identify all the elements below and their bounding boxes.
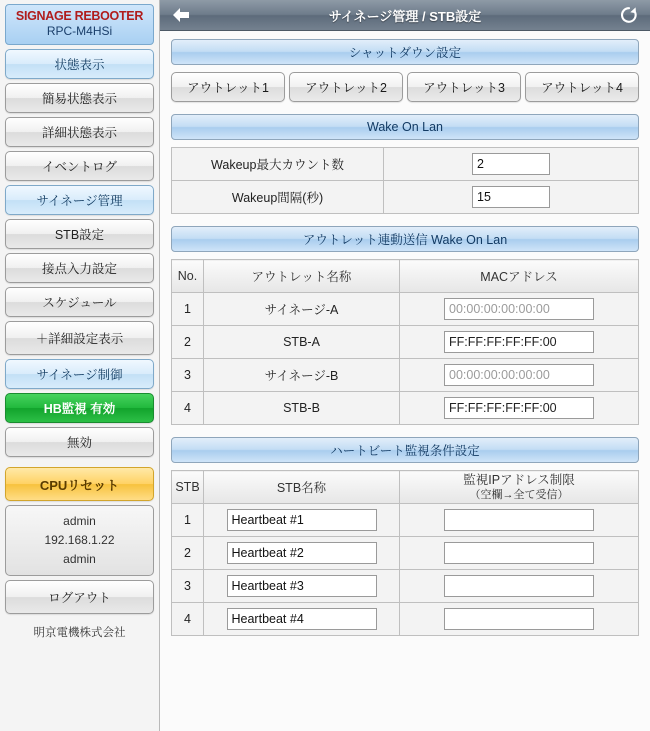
user-info-box [5, 505, 154, 576]
user-ip: 192.168.1.22 [44, 533, 115, 547]
cpu-reset-button[interactable]: CPUリセット [5, 467, 154, 501]
top-bar [160, 0, 650, 31]
mac-cell-1 [400, 293, 639, 326]
wol-count-label: Wakeup最大カウント数 [172, 148, 384, 181]
heartbeat-table [171, 470, 639, 636]
outlet-name-4: STB-B [204, 392, 400, 425]
outlet-button-3[interactable]: アウトレット3 [407, 72, 521, 102]
sidebar-item-hb-disabled[interactable]: 無効 [5, 427, 154, 457]
mac-input-3[interactable] [444, 364, 594, 386]
logout-button[interactable]: ログアウト [5, 580, 154, 614]
sidebar-item-schedule[interactable]: スケジュール [5, 287, 154, 317]
table-row [172, 603, 639, 636]
table-row [172, 392, 639, 425]
table-row [172, 570, 639, 603]
hb-row-no-3: 3 [172, 570, 204, 603]
table-header-row [172, 471, 639, 504]
hb-row-no-2: 2 [172, 537, 204, 570]
sidebar [0, 0, 160, 731]
brand-title: SIGNAGE REBOOTER [15, 9, 144, 23]
wakeup-interval-input[interactable] [472, 186, 550, 208]
hb-ip-cell-3 [400, 570, 639, 603]
table-row [172, 537, 639, 570]
col-outlet-name: アウトレット名称 [204, 260, 400, 293]
mac-input-2[interactable] [444, 331, 594, 353]
company-footer: 明京電機株式会社 [33, 627, 126, 639]
mac-input-1[interactable] [444, 298, 594, 320]
outlet-button-2[interactable]: アウトレット2 [289, 72, 403, 102]
outlet-name-3: サイネージ-B [204, 359, 400, 392]
monitor-ip-input-1[interactable] [444, 509, 594, 531]
table-row [172, 326, 639, 359]
wol-link-table [171, 259, 639, 425]
mac-cell-3 [400, 359, 639, 392]
hb-ip-cell-2 [400, 537, 639, 570]
user-login: admin [63, 552, 96, 566]
table-row [172, 148, 639, 181]
hb-ip-cell-4 [400, 603, 639, 636]
row-no-4: 4 [172, 392, 204, 425]
sidebar-item-detail-settings[interactable]: ＋詳細設定表示 [5, 321, 154, 355]
mac-cell-4 [400, 392, 639, 425]
brand-model: RPC-M4HSi [46, 24, 113, 38]
sidebar-item-signage-control[interactable]: サイネージ制御 [5, 359, 154, 389]
arrow-left-icon[interactable] [170, 4, 192, 26]
reload-icon[interactable] [618, 4, 640, 26]
stb-name-input-4[interactable] [227, 608, 377, 630]
monitor-ip-input-2[interactable] [444, 542, 594, 564]
col-mac-address: MACアドレス [400, 260, 639, 293]
table-row [172, 359, 639, 392]
mac-input-4[interactable] [444, 397, 594, 419]
hb-name-cell-4 [204, 603, 400, 636]
main-content [160, 0, 650, 731]
monitor-ip-input-3[interactable] [444, 575, 594, 597]
wol-interval-label: Wakeup間隔(秒) [172, 181, 384, 214]
hb-name-cell-3 [204, 570, 400, 603]
sidebar-item-stb-settings[interactable]: STB設定 [5, 219, 154, 249]
row-no-3: 3 [172, 359, 204, 392]
stb-name-input-1[interactable] [227, 509, 377, 531]
sidebar-item-detail-status[interactable]: 詳細状態表示 [5, 117, 154, 147]
table-header-row [172, 260, 639, 293]
sidebar-item-signage-manage[interactable]: サイネージ管理 [5, 185, 154, 215]
table-row [172, 504, 639, 537]
hb-ip-cell-1 [400, 504, 639, 537]
col-stb: STB [172, 471, 204, 504]
wol-settings-table [171, 147, 639, 214]
table-row [172, 293, 639, 326]
user-name: admin [63, 514, 96, 528]
outlet-button-1[interactable]: アウトレット1 [171, 72, 285, 102]
wol-section-header: Wake On Lan [171, 114, 639, 140]
col-stb-name: STB名称 [204, 471, 400, 504]
outlet-button-row [171, 72, 639, 102]
stb-name-input-2[interactable] [227, 542, 377, 564]
wol-interval-cell [384, 181, 639, 214]
col-monitor-ip-main: 監視IPアドレス制限 [463, 472, 575, 487]
hb-name-cell-1 [204, 504, 400, 537]
heartbeat-section-header: ハートビート監視条件設定 [171, 437, 639, 463]
outlet-name-2: STB-A [204, 326, 400, 359]
sidebar-item-status[interactable]: 状態表示 [5, 49, 154, 79]
col-monitor-ip-sub: （空欄→全て受信） [469, 488, 569, 501]
shutdown-section-header: シャットダウン設定 [171, 39, 639, 65]
col-no: No. [172, 260, 204, 293]
brand-logo [5, 4, 154, 45]
outlet-button-4[interactable]: アウトレット4 [525, 72, 639, 102]
page-title: サイネージ管理 / STB設定 [328, 8, 482, 24]
sidebar-item-event-log[interactable]: イベントログ [5, 151, 154, 181]
content-area [160, 31, 650, 658]
sidebar-item-hb-enabled[interactable]: HB監視 有効 [5, 393, 154, 423]
hb-row-no-4: 4 [172, 603, 204, 636]
outlet-name-1: サイネージ-A [204, 293, 400, 326]
row-no-1: 1 [172, 293, 204, 326]
wakeup-count-input[interactable] [472, 153, 550, 175]
hb-row-no-1: 1 [172, 504, 204, 537]
sidebar-spacer [5, 461, 154, 463]
wol-link-section-header: アウトレット連動送信 Wake On Lan [171, 226, 639, 252]
wol-count-cell [384, 148, 639, 181]
col-monitor-ip [400, 471, 639, 504]
table-row [172, 181, 639, 214]
stb-name-input-3[interactable] [227, 575, 377, 597]
row-no-2: 2 [172, 326, 204, 359]
hb-name-cell-2 [204, 537, 400, 570]
mac-cell-2 [400, 326, 639, 359]
sidebar-item-simple-status[interactable]: 簡易状態表示 [5, 83, 154, 113]
sidebar-item-contact-input[interactable]: 接点入力設定 [5, 253, 154, 283]
monitor-ip-input-4[interactable] [444, 608, 594, 630]
